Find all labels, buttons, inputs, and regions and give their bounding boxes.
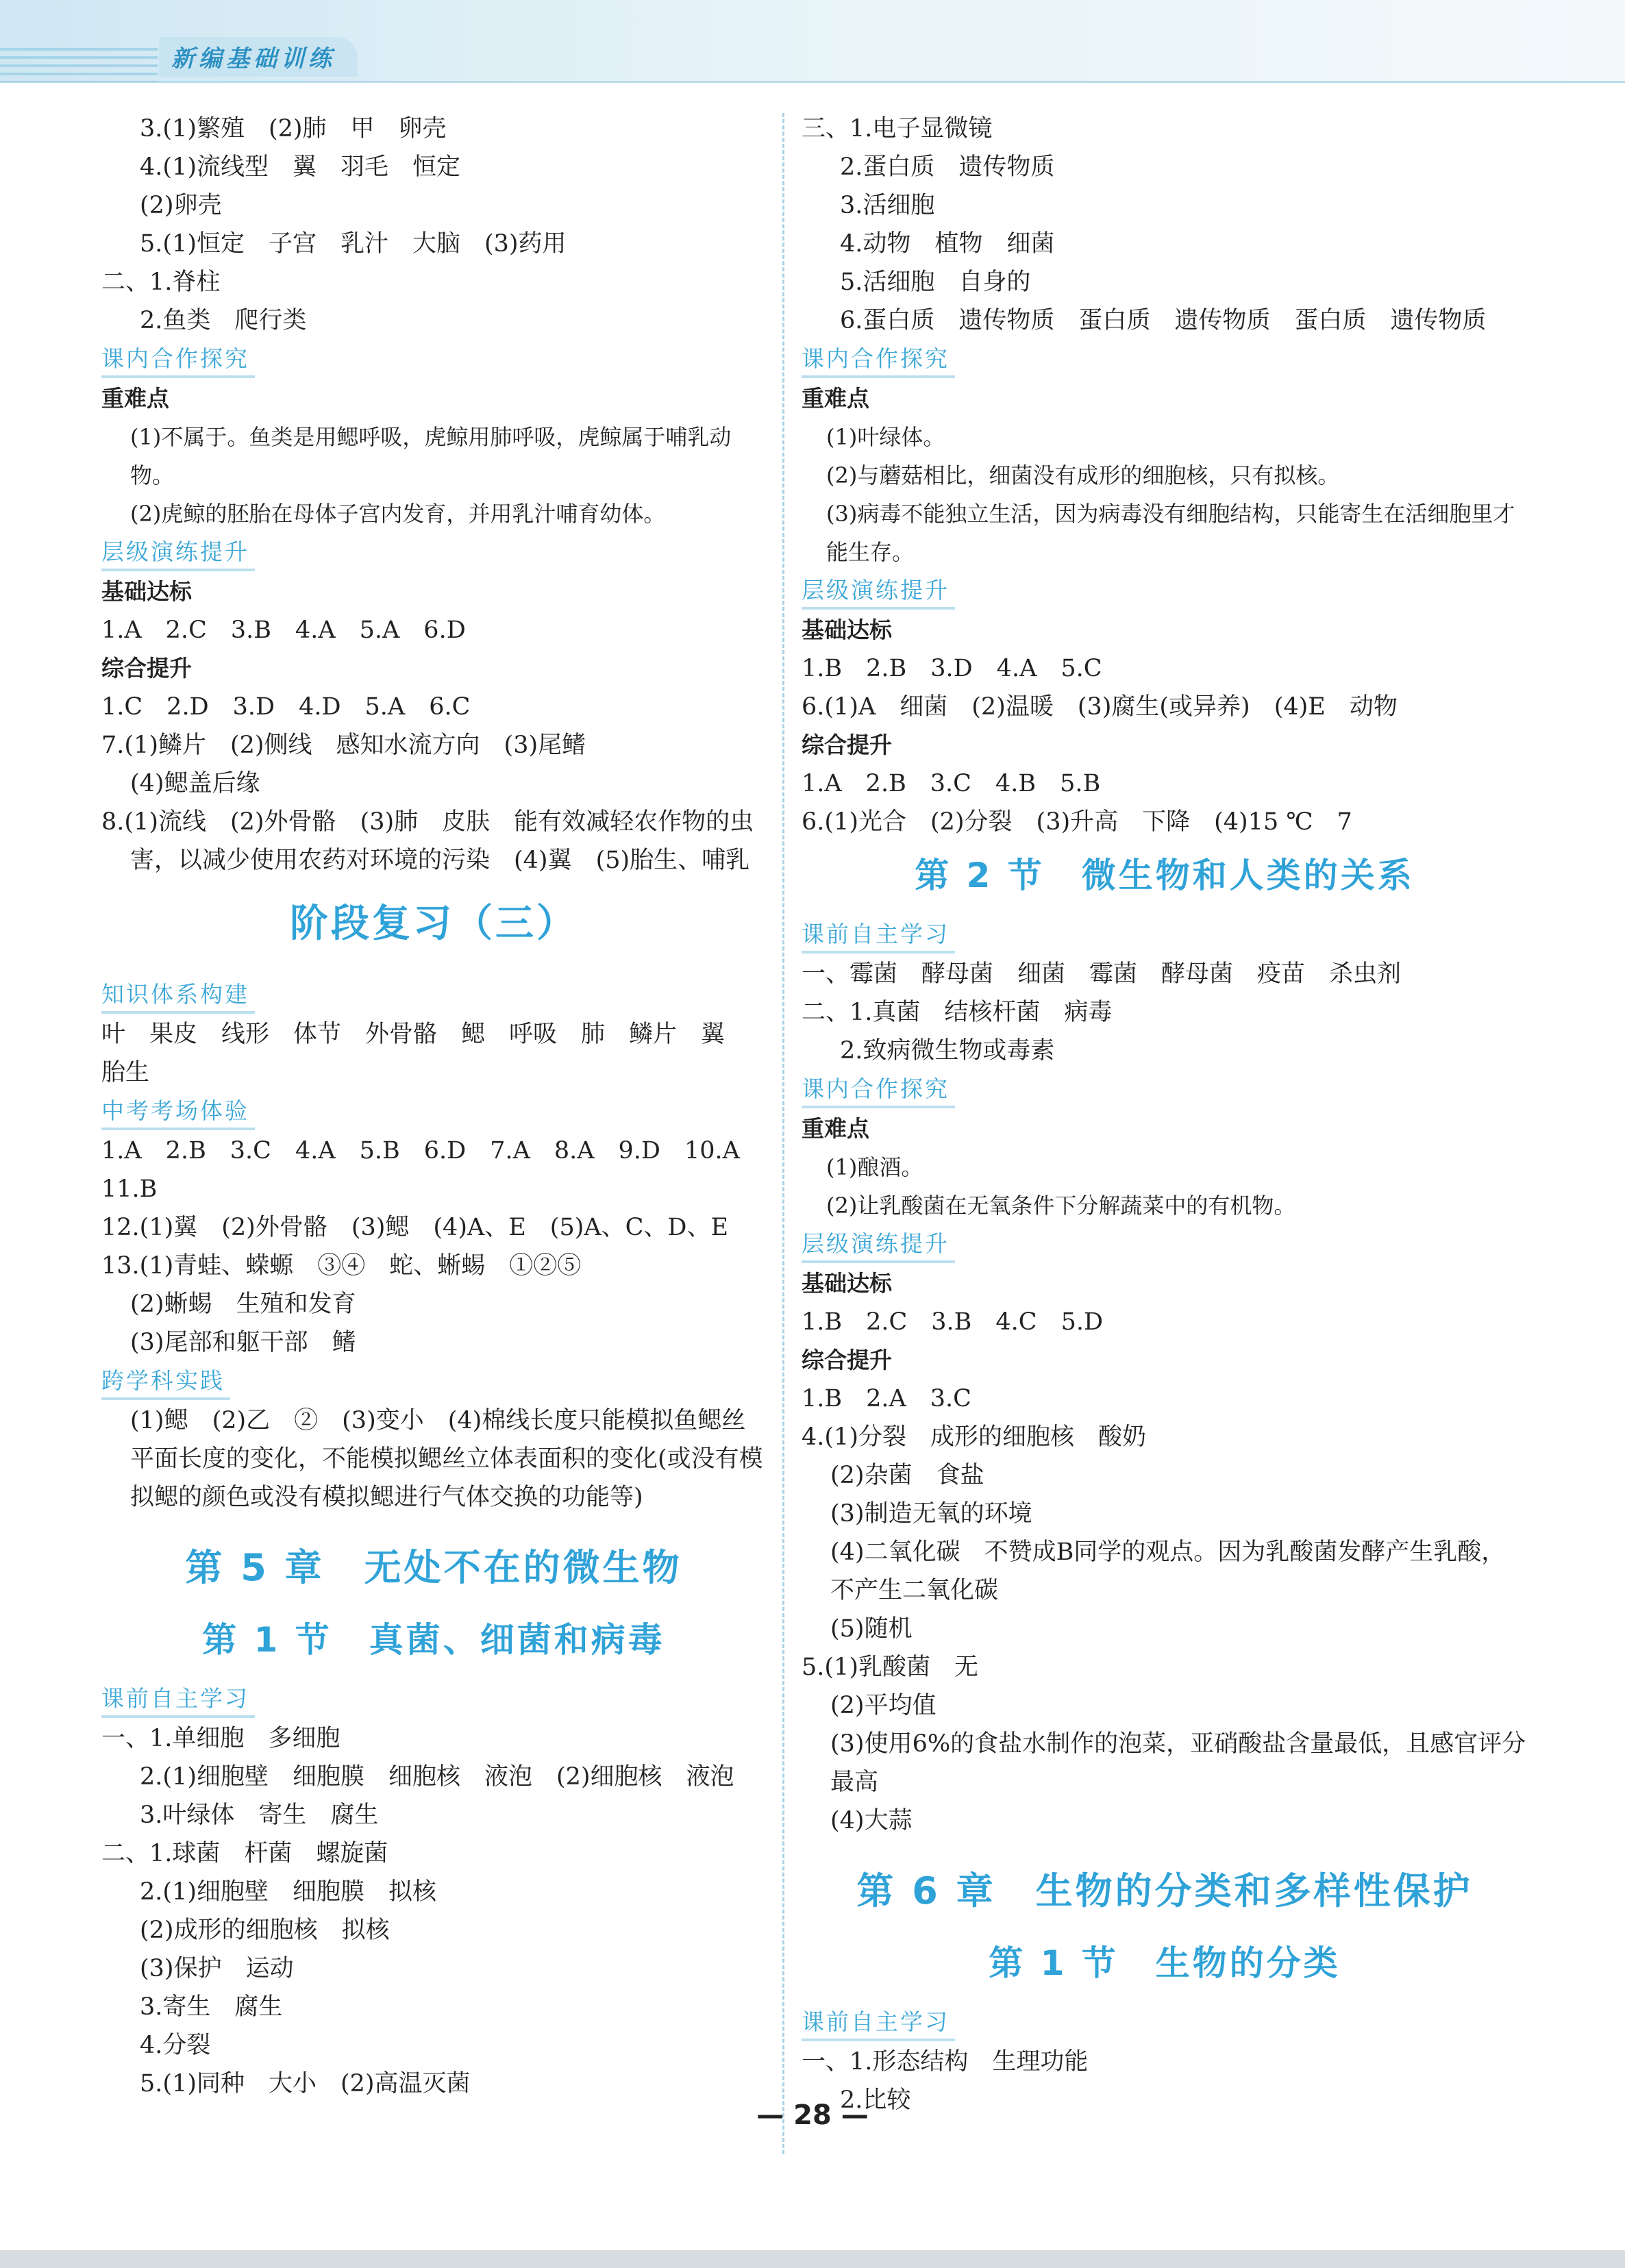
subsection-label: 基础达标 — [802, 1270, 892, 1297]
answer-line: 6.(1)A 细菌 (2)温暖 (3)腐生(或异养) (4)E 动物 — [802, 693, 1398, 721]
subsection-label: 基础达标 — [802, 616, 892, 643]
answer-paragraph: 叶 果皮 线形 体节 外骨骼 鳃 呼吸 肺 鳞片 翼 胎生 — [101, 1021, 749, 1086]
answer-line: 3.活细胞 — [840, 192, 935, 219]
answer-line: 3.寄生 腐生 — [140, 1993, 283, 2021]
right-column — [802, 110, 1528, 2119]
answer-line: 1.A 2.B 3.C 4.B 5.B — [802, 770, 1101, 797]
answer-line: 1.B 2.C 3.B 4.C 5.D — [802, 1308, 1104, 1336]
answer-line: 11.B — [101, 1175, 158, 1203]
answer-line: 4.(1)流线型 翼 羽毛 恒定 — [140, 153, 460, 181]
subsection-label: 重难点 — [101, 385, 169, 412]
answer-line: 2.致病微生物或毒素 — [840, 1037, 1055, 1064]
answer-line: 4.动物 植物 细菌 — [840, 230, 1055, 258]
answer-line: 5.活细胞 自身的 — [840, 269, 1031, 296]
answer-line: (4)大蒜 — [830, 1807, 913, 1834]
answer-paragraph: (2)虎鲸的胚胎在母体子宫内发育，并用乳汁哺育幼体。 — [130, 501, 666, 527]
answer-line: 一、1.形态结构 生理功能 — [802, 2048, 1089, 2076]
answer-line: 5.(1)乳酸菌 无 — [802, 1654, 978, 1681]
section-title: 第 2 节 微生物和人类的关系 — [915, 856, 1415, 895]
answer-line: 1.B 2.B 3.D 4.A 5.C — [802, 655, 1102, 682]
answer-line: 二、1.真菌 结核杆菌 病毒 — [802, 999, 1113, 1026]
answer-line: 2.比较 — [840, 2086, 911, 2114]
answer-line: (5)随机 — [830, 1615, 913, 1643]
subsection-label: 综合提升 — [802, 732, 892, 758]
answer-line: 6.(1)光合 (2)分裂 (3)升高 下降 (4)15 ℃ 7 — [802, 808, 1352, 836]
answer-paragraph: (1)鳃 (2)乙 ② (3)变小 (4)棉线长度只能模拟鱼鳃丝平面长度的变化，不能模拟鳃丝立体表面积的变化(或没有模拟鳃的颜色或没有模拟鳃进行气体交换的功能等) — [130, 1407, 763, 1511]
answer-line: 2.鱼类 爬行类 — [140, 307, 307, 334]
section-label: 课内合作探究 — [802, 1073, 955, 1108]
section-label: 课内合作探究 — [802, 342, 955, 378]
answer-paragraph: (3)病毒不能独立生活，因为病毒没有细胞结构，只能寄生在活细胞里才能生存。 — [826, 501, 1515, 565]
answer-line: (3)尾部和躯干部 鳍 — [130, 1329, 356, 1356]
section-label: 课前自主学习 — [802, 2006, 955, 2041]
answer-line: (3)制造无氧的环境 — [830, 1500, 1032, 1528]
answer-paragraph: (3)使用6%的食盐水制作的泡菜，亚硝酸盐含量最低，且感官评分最高 — [830, 1730, 1526, 1796]
answer-line: 1.A 2.B 3.C 4.A 5.B 6.D 7.A 8.A 9.D 10.A — [101, 1137, 740, 1164]
answer-paragraph: 8.(1)流线 (2)外骨骼 (3)肺 皮肤 能有效减轻农作物的虫害，以减少使用农药对环境的污染 (4)翼 (5)胎生、哺乳 — [101, 808, 754, 874]
section-label: 中考考场体验 — [101, 1095, 255, 1130]
chapter-title: 第 6 章 生物的分类和多样性保护 — [856, 1869, 1473, 1912]
answer-line: 三、1.电子显微镜 — [802, 115, 993, 142]
answer-line: 二、1.球菌 杆菌 螺旋菌 — [101, 1840, 388, 1867]
answer-line: 1.B 2.A 3.C — [802, 1385, 971, 1412]
answer-line: (2)蜥蜴 生殖和发育 — [130, 1291, 356, 1318]
subsection-label: 基础达标 — [101, 578, 192, 605]
section-title: 第 1 节 生物的分类 — [989, 1943, 1341, 1983]
answer-line: 3.叶绿体 寄生 腐生 — [140, 1802, 379, 1829]
answer-line: 二、1.脊柱 — [101, 269, 221, 296]
answer-line: 13.(1)青蛙、蝾螈 ③④ 蛇、蜥蜴 ①②⑤ — [101, 1252, 582, 1280]
answer-line: (3)保护 运动 — [140, 1955, 294, 1982]
section-label: 课前自主学习 — [101, 1682, 255, 1718]
answer-line: 5.(1)恒定 子宫 乳汁 大脑 (3)药用 — [140, 230, 567, 258]
answer-paragraph: 6.蛋白质 遗传物质 蛋白质 遗传物质 蛋白质 遗传物质 — [840, 307, 1487, 334]
page-number: — 28 — — [756, 2099, 869, 2131]
section-label: 层级演练提升 — [101, 536, 255, 571]
subsection-label: 重难点 — [802, 385, 869, 412]
section-label: 课内合作探究 — [101, 342, 255, 378]
chapter-title: 第 5 章 无处不在的微生物 — [185, 1546, 682, 1589]
section-title: 第 1 节 真菌、细菌和病毒 — [202, 1620, 665, 1660]
answer-line: (1)叶绿体。 — [826, 424, 945, 450]
subsection-label: 综合提升 — [101, 655, 192, 682]
subsection-label: 综合提升 — [802, 1347, 892, 1373]
section-label: 层级演练提升 — [802, 1228, 955, 1263]
answer-line: 4.(1)分裂 成形的细胞核 酸奶 — [802, 1423, 1146, 1451]
left-column — [101, 110, 766, 2103]
answer-line: 2.蛋白质 遗传物质 — [840, 153, 1055, 181]
answer-line: (2)平均值 — [830, 1692, 936, 1719]
header-decoration — [0, 48, 158, 82]
answer-line: (2)杂菌 食盐 — [830, 1462, 984, 1489]
answer-line: 1.A 2.C 3.B 4.A 5.A 6.D — [101, 616, 466, 644]
section-label: 跨学科实践 — [101, 1364, 230, 1400]
column-divider — [782, 113, 784, 2154]
answer-line: 5.(1)同种 大小 (2)高温灭菌 — [140, 2070, 471, 2097]
answer-line: (4)鳃盖后缘 — [130, 770, 260, 797]
answer-line: 2.(1)细胞壁 细胞膜 细胞核 液泡 (2)细胞核 液泡 — [140, 1763, 734, 1791]
answer-line: (2)卵壳 — [140, 192, 222, 219]
section-label: 课前自主学习 — [802, 918, 955, 954]
answer-line: 7.(1)鳞片 (2)侧线 感知水流方向 (3)尾鳍 — [101, 732, 586, 759]
stage-review-title: 阶段复习（三） — [290, 901, 578, 946]
section-label: 知识体系构建 — [101, 978, 255, 1014]
subsection-label: 重难点 — [802, 1115, 869, 1142]
answer-line: (2)成形的细胞核 拟核 — [140, 1917, 390, 1944]
answer-line: 12.(1)翼 (2)外骨骼 (3)鳃 (4)A、E (5)A、C、D、E — [101, 1214, 729, 1241]
section-label: 层级演练提升 — [802, 574, 955, 610]
answer-line: 2.(1)细胞壁 细胞膜 拟核 — [140, 1878, 436, 1906]
answer-line: (2)让乳酸菌在无氧条件下分解蔬菜中的有机物。 — [826, 1193, 1296, 1219]
answer-paragraph: (4)二氧化碳 不赞成B同学的观点。因为乳酸菌发酵产生乳酸，不产生二氧化碳 — [830, 1538, 1506, 1604]
answer-line: 3.(1)繁殖 (2)肺 甲 卵壳 — [140, 115, 447, 142]
answer-paragraph: (1)不属于。鱼类是用鳃呼吸，虎鲸用肺呼吸，虎鲸属于哺乳动物。 — [130, 424, 732, 488]
book-title: 新编基础训练 — [171, 45, 336, 73]
answer-line: 一、霉菌 酵母菌 细菌 霉菌 酵母菌 疫苗 杀虫剂 — [802, 960, 1402, 988]
answer-line: (2)与蘑菇相比，细菌没有成形的细胞核，只有拟核。 — [826, 462, 1340, 488]
answer-line: 1.C 2.D 3.D 4.D 5.A 6.C — [101, 693, 471, 721]
answer-line: (1)酿酒。 — [826, 1154, 923, 1180]
bottom-strip — [0, 2250, 1625, 2268]
answer-line: 一、1.单细胞 多细胞 — [101, 1725, 340, 1752]
answer-line: 4.分裂 — [140, 2032, 211, 2059]
